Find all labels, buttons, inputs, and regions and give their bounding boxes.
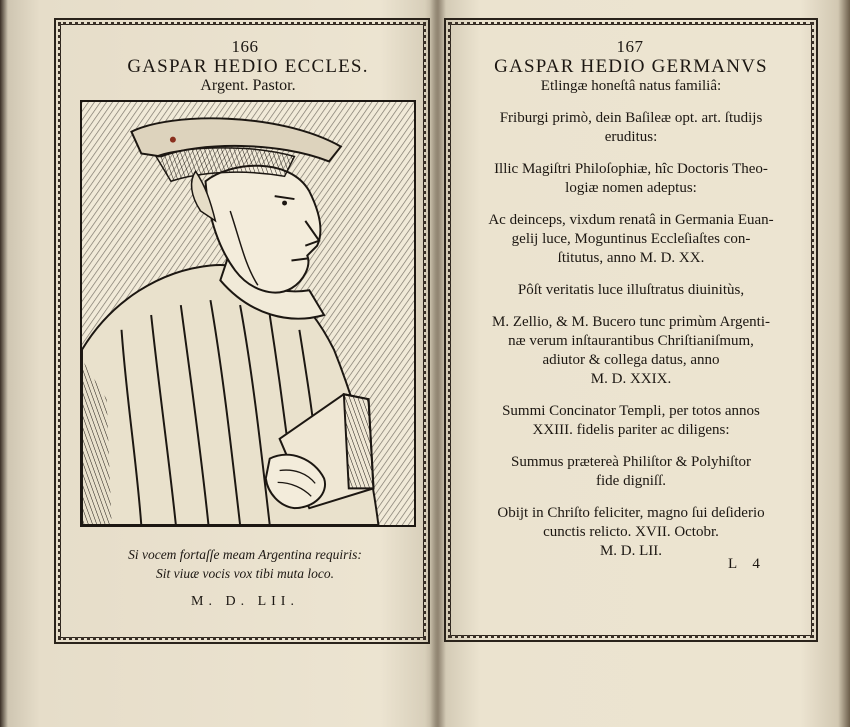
bio-line: M. D. XXIX.: [590, 371, 672, 387]
bio-line: Illic Magiſtri Philoſophiæ, hîc Doctoris Theo-: [494, 161, 768, 177]
left-page-title: GASPAR HEDIO ECCLES.: [127, 56, 369, 77]
verse-line-1: Si vocem fortaſſe meam Argentina requiris:: [128, 547, 362, 562]
bio-line: cunctis relicto. XVII. Octobr.: [543, 524, 719, 540]
bio-line: næ verum inſtaurantibus Chriſtianiſmum,: [508, 333, 754, 349]
bio-line: ſtitutus, anno M. D. XX.: [557, 250, 705, 266]
left-page-number: 166: [231, 37, 259, 56]
right-page-title: GASPAR HEDIO GERMANVS: [494, 56, 768, 77]
right-page-number: 167: [616, 37, 644, 56]
bio-line: adiutor & collega datus, anno: [542, 352, 720, 368]
bio-line: Etlingæ honeſtâ natus familiâ:: [540, 78, 722, 94]
bio-line: Obijt in Chriſto feliciter, magno ſui deſiderio: [497, 505, 765, 521]
bio-line: fide digniſſ.: [596, 473, 666, 489]
bio-line: Summi Concinator Templi, per totos annos: [502, 403, 760, 419]
signature-mark: L 4: [728, 556, 766, 572]
bio-line: eruditus:: [604, 129, 658, 145]
bio-line: XXIII. fidelis pariter ac diligens:: [532, 422, 730, 438]
bio-line: Pôſt veritatis luce illuſtratus diuinitùs,: [517, 282, 745, 298]
bio-line: Ac deinceps, vixdum renatâ in Germania Euan-: [488, 212, 774, 228]
verse-line-2: Sit viuæ vocis vox tibi muta loco.: [155, 566, 335, 581]
bio-line: Summus prætereà Philiſtor & Polyhiſtor: [511, 454, 751, 470]
portrait-illustration: [82, 102, 414, 525]
bio-line: gelij luce, Moguntinus Eccleſiaſtes con-: [511, 231, 751, 247]
bio-line: logiæ nomen adeptus:: [565, 180, 697, 196]
portrait-woodcut: [80, 100, 416, 527]
bio-line: M. Zellio, & M. Bucero tunc primùm Argenti-: [491, 314, 771, 330]
left-page-year: M. D. LII.: [191, 594, 299, 609]
bio-line: Friburgi primò, dein Baſileæ opt. art. ſtudijs: [499, 110, 763, 126]
bio-line: M. D. LII.: [599, 543, 663, 559]
left-page-subtitle: Argent. Pastor.: [200, 77, 296, 94]
